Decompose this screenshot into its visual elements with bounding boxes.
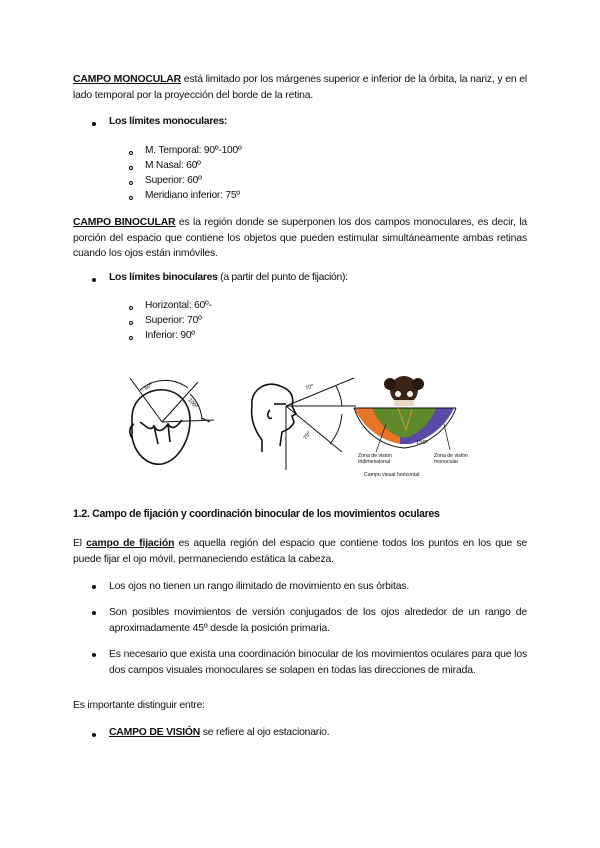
vision-line — [109, 727, 329, 738]
zona-monocular-label-line1: Zona de visión — [434, 453, 468, 459]
visual-field-figure — [110, 360, 490, 480]
binocular-limit-item: Inferior: 90º — [145, 330, 195, 341]
monocular-term: CAMPO MONOCULAR — [73, 74, 182, 85]
monocular-limit-item: M Nasal: 60º — [145, 160, 201, 171]
angle-label-70: 70º — [304, 383, 315, 392]
circle-bullet-icon — [129, 151, 133, 155]
binocular-limits-suffix: (a partir del punto de fijación): — [217, 272, 348, 283]
bullet-icon — [92, 611, 96, 615]
head-side-view-illustration — [252, 384, 296, 452]
bullet-icon — [92, 122, 96, 126]
bullet-icon — [92, 653, 96, 657]
circle-bullet-icon — [129, 196, 133, 200]
head-top-view-angle-lines — [130, 378, 214, 422]
angle-label-100: 100º — [186, 397, 199, 410]
binocular-text: es la región donde se superponen los dos campos monoculares, es decir, la porción del espacio que contiene los objetos que pueden estimular simultáneamente ambas retinas cuando los ojos están inmóviles. — [73, 217, 527, 259]
circle-bullet-icon — [129, 166, 133, 170]
fijacion-paragraph — [73, 536, 527, 567]
circle-bullet-icon — [129, 181, 133, 185]
fijacion-text: es aquella región del espacio que contiene todos los puntos en los que se puede fijar el ojo móvil, permaneciendo estática la cabeza. — [73, 538, 527, 565]
distinguir-text: Es importante distinguir entre: — [73, 700, 205, 711]
angle-label-60: 60º — [143, 382, 154, 392]
bullet-icon — [92, 585, 96, 589]
binocular-field-illustration — [354, 376, 456, 452]
monocular-limit-item: Meridiano inferior: 75º — [145, 190, 240, 201]
monocular-limit-item: Superior: 60º — [145, 175, 202, 186]
binocular-term: CAMPO BINOCULAR — [73, 217, 176, 228]
binocular-limit-item: Horizontal: 60º- — [145, 300, 212, 311]
monocular-text: está limitado por los márgenes superior e inferior de la órbita, la nariz, y en el lado temporal por la proyección del borde de la retina. — [73, 74, 527, 101]
figure-caption: Campo visual horizontal — [364, 472, 420, 478]
vision-term: CAMPO DE VISIÓN — [109, 727, 201, 738]
circle-bullet-icon — [129, 306, 133, 310]
vision-text: se refiere al ojo estacionario. — [200, 727, 330, 738]
binocular-paragraph — [73, 215, 527, 262]
fijacion-term: campo de fijación — [86, 538, 175, 549]
zona-tridimensional-label-line2: tridimensional — [358, 459, 391, 465]
monocular-limit-item: M. Temporal: 90º-100º — [145, 145, 242, 156]
circle-bullet-icon — [129, 336, 133, 340]
circle-bullet-icon — [129, 321, 133, 325]
bullet-item: Es necesario que exista una coordinación binocular de los movimientos oculares para que los dos campos visuales monoculares se solapen en todas las direcciones de mirada. — [109, 649, 527, 676]
angle-label-75: 75º — [302, 431, 313, 442]
binocular-limits-title: Los límites binoculares — [109, 272, 218, 283]
bullet-item: Los ojos no tienen un rango ilimitado de movimiento en sus órbitas. — [109, 581, 410, 592]
monocular-paragraph — [73, 72, 527, 103]
angle-label-150: 150º — [416, 440, 428, 446]
monocular-limits-title: Los límites monoculares: — [109, 116, 228, 127]
bullet-item: Son posibles movimientos de versión conjugados de los ojos alrededor de un rango de aproximadamente 45º desde la posición primaria. — [109, 607, 527, 634]
binocular-limit-item: Superior: 70º — [145, 315, 202, 326]
bullet-icon — [92, 733, 96, 737]
binocular-limits-line — [109, 272, 348, 283]
zona-monocular-label-line2: monocular — [434, 459, 459, 465]
bullet-icon — [92, 278, 96, 282]
fijacion-prefix: El — [73, 538, 87, 549]
zona-tridimensional-label-line1: Zona de visión — [358, 453, 392, 459]
head-side-view-angle-lines — [286, 378, 356, 470]
section-heading: 1.2. Campo de fijación y coordinación binocular de los movimientos oculares — [73, 508, 440, 520]
